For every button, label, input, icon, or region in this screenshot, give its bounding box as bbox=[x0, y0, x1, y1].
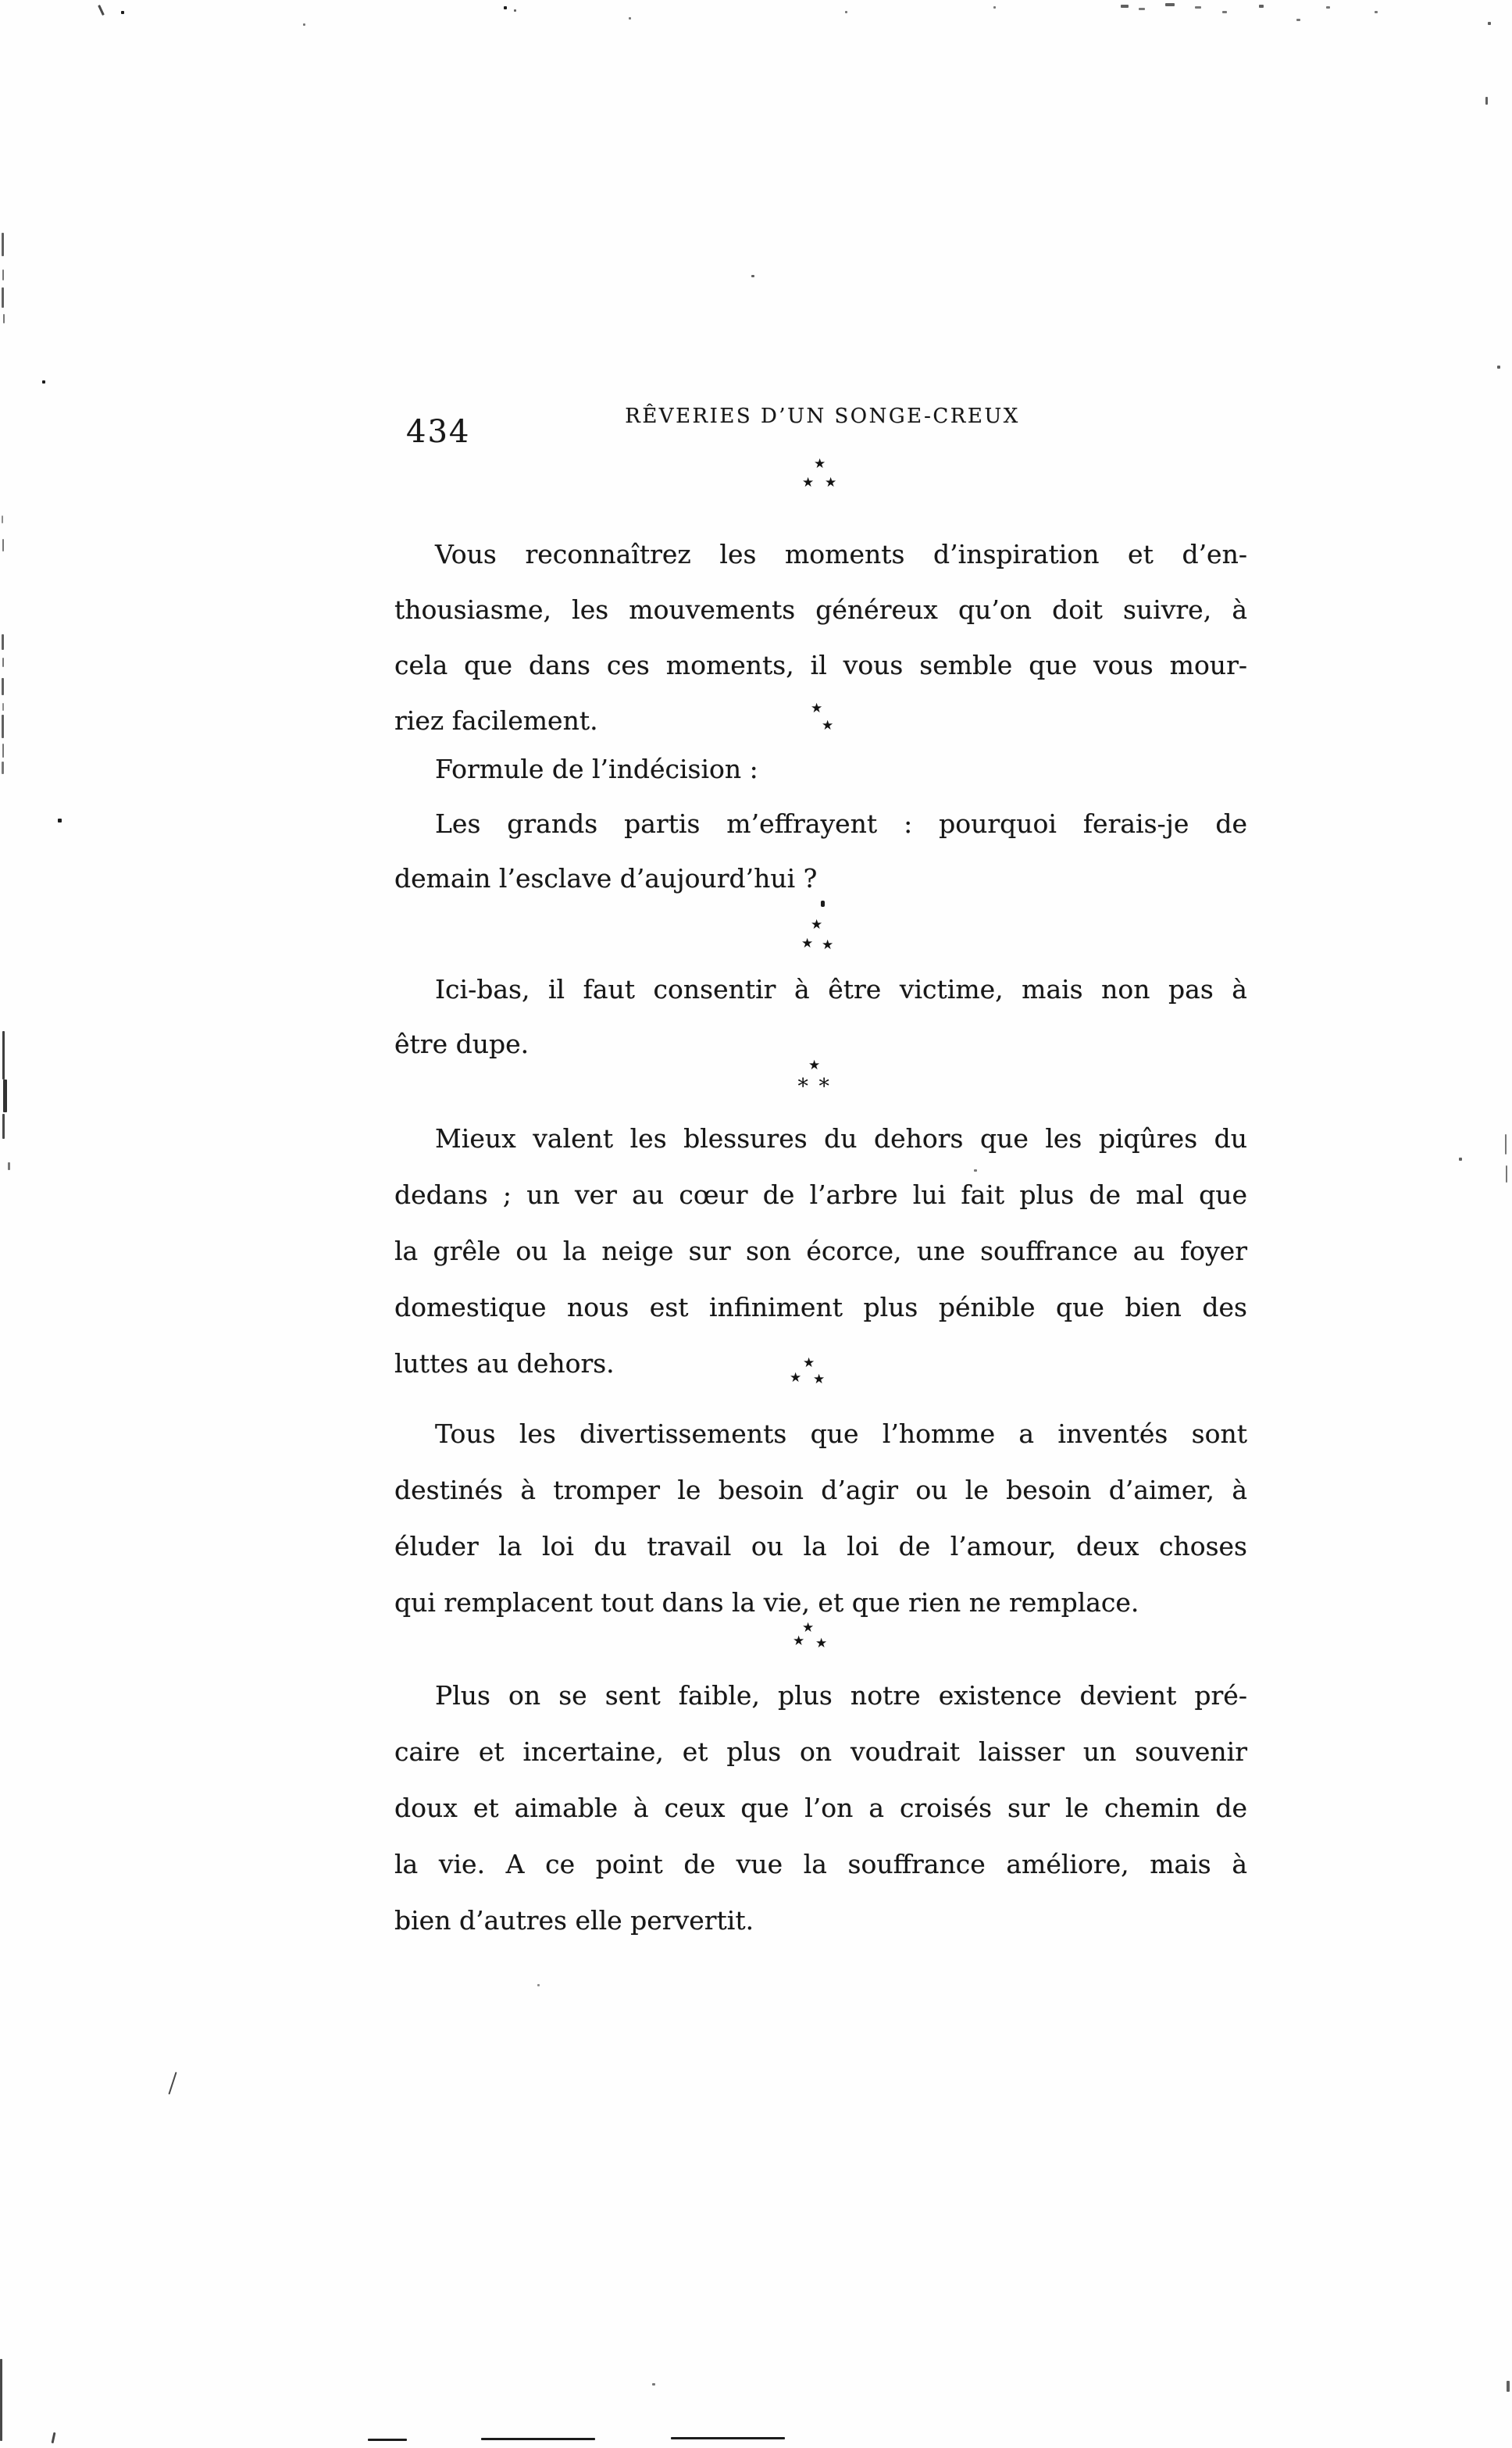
scan-artifact bbox=[1497, 366, 1500, 369]
scan-artifact bbox=[3, 314, 5, 323]
scan-artifact bbox=[1222, 11, 1227, 13]
scan-artifact bbox=[514, 9, 516, 12]
scan-artifact bbox=[2, 634, 4, 650]
scan-artifact bbox=[2, 1114, 5, 1139]
text-line: domestique nous est infiniment plus pénible que bien des bbox=[394, 1292, 1247, 1322]
paragraph bbox=[394, 1111, 1247, 1392]
text-line: demain l’esclave d’aujourd’hui ? bbox=[394, 863, 818, 894]
scan-artifact bbox=[1121, 5, 1129, 8]
asterism-star-icon: ★ bbox=[803, 1355, 815, 1371]
scan-artifact bbox=[0, 2359, 2, 2441]
scan-artifact bbox=[1375, 11, 1378, 13]
scan-artifact bbox=[1507, 2381, 1510, 2392]
text-line: éluder la loi du travail ou la loi de l’amour, deux choses bbox=[394, 1531, 1247, 1561]
text-line: luttes au dehors. bbox=[394, 1348, 615, 1379]
asterism-star-icon: ★ bbox=[790, 1370, 802, 1386]
asterism-star-icon: ★ bbox=[815, 1636, 828, 1651]
scan-artifact bbox=[303, 23, 305, 26]
text-line: la vie. A ce point de vue la souffrance améliore, mais à bbox=[394, 1849, 1247, 1879]
scan-artifact bbox=[1506, 1165, 1507, 1183]
scan-artifact bbox=[481, 2438, 595, 2440]
scan-artifact bbox=[8, 1162, 10, 1170]
text-line: destinés à tromper le besoin d’agir ou le besoin d’aimer, à bbox=[394, 1475, 1247, 1505]
scan-artifact bbox=[98, 5, 105, 16]
scan-artifact bbox=[368, 2439, 407, 2441]
paragraph bbox=[394, 1406, 1247, 1631]
text-line: bien d’autres elle pervertit. bbox=[394, 1905, 754, 1936]
text-line: thousiasme, les mouvements généreux qu’on doit suivre, à bbox=[394, 594, 1247, 625]
asterism-star-icon: ∗ bbox=[796, 1070, 811, 1094]
asterism-star-icon: ★ bbox=[808, 1058, 821, 1073]
asterism-star-icon: ★ bbox=[811, 917, 823, 933]
scan-artifact bbox=[1259, 5, 1264, 8]
asterism-star-icon: ∗ bbox=[817, 1070, 832, 1094]
scan-artifact bbox=[168, 2072, 177, 2094]
text-line: Plus on se sent faible, plus notre existence devient pré- bbox=[435, 1680, 1247, 1711]
scan-artifact bbox=[1165, 3, 1175, 6]
scan-artifact bbox=[751, 275, 754, 277]
scan-artifact bbox=[1488, 22, 1491, 25]
scan-artifact bbox=[42, 380, 45, 384]
scan-artifact bbox=[974, 1169, 977, 1172]
text-line: Mieux valent les blessures du dehors que les piqûres du bbox=[435, 1123, 1247, 1154]
scan-artifact bbox=[2, 233, 4, 256]
scan-artifact bbox=[58, 819, 62, 823]
scan-artifact bbox=[2, 762, 4, 774]
scan-artifact bbox=[2, 287, 4, 308]
scan-artifact bbox=[52, 2432, 56, 2443]
scan-artifact bbox=[2, 269, 4, 280]
text-line: la grêle ou la neige sur son écorce, une souffrance au foyer bbox=[394, 1236, 1247, 1266]
ink-speck bbox=[821, 901, 825, 907]
scan-artifact bbox=[2, 1031, 5, 1079]
paragraph bbox=[394, 1668, 1247, 1949]
scan-artifact bbox=[993, 6, 996, 9]
scan-artifact bbox=[1139, 8, 1145, 10]
scan-artifact bbox=[1326, 6, 1330, 9]
scan-artifact bbox=[2, 715, 4, 738]
text-line: Ici-bas, il faut consentir à être victime, mais non pas à bbox=[435, 974, 1247, 1005]
text-line: caire et incertaine, et plus on voudrait laisser un souvenir bbox=[394, 1736, 1247, 1767]
scan-artifact bbox=[537, 1984, 540, 1986]
scan-artifact bbox=[845, 11, 847, 13]
asterism-star-icon: ★ bbox=[802, 1620, 815, 1636]
scan-artifact bbox=[1459, 1158, 1462, 1161]
text-line: Vous reconnaîtrez les moments d’inspiration et d’en- bbox=[435, 539, 1247, 569]
asterism-star-icon: ★ bbox=[822, 718, 834, 733]
text-line: être dupe. bbox=[394, 1029, 530, 1059]
scan-artifact bbox=[1505, 1134, 1507, 1154]
running-title: RÊVERIES D’UN SONGE-CREUX bbox=[625, 405, 1020, 428]
asterism-star-icon: ★ bbox=[825, 475, 837, 491]
text-line: Les grands partis m’effrayent : pourquoi ferais-je de bbox=[435, 808, 1247, 839]
scan-artifact bbox=[629, 17, 631, 20]
text-line: dedans ; un ver au cœur de l’arbre lui fait plus de mal que bbox=[394, 1179, 1247, 1210]
scan-artifact bbox=[1296, 19, 1300, 21]
text-line: cela que dans ces moments, il vous semble que vous mour- bbox=[394, 650, 1247, 680]
paragraph bbox=[394, 962, 1247, 1072]
scan-artifact bbox=[2, 516, 3, 523]
page-number: 434 bbox=[406, 414, 471, 450]
asterism-star-icon: ★ bbox=[811, 701, 823, 716]
scan-artifact bbox=[2, 658, 4, 667]
scan-artifact bbox=[504, 6, 507, 9]
asterism-star-icon: ★ bbox=[802, 475, 815, 491]
paragraph bbox=[394, 742, 1247, 906]
scan-artifact bbox=[1485, 97, 1488, 105]
asterism-star-icon: ★ bbox=[813, 1372, 826, 1387]
asterism-star-icon: ★ bbox=[822, 937, 834, 953]
scan-artifact bbox=[2, 703, 4, 711]
scan-artifact bbox=[2, 539, 4, 551]
text-line: Formule de l’indécision : bbox=[435, 754, 758, 784]
scan-artifact bbox=[2, 678, 4, 695]
scan-artifact bbox=[121, 11, 124, 14]
scan-artifact bbox=[671, 2437, 785, 2439]
asterism-star-icon: ★ bbox=[801, 936, 814, 951]
text-line: doux et aimable à ceux que l’on a croisés sur le chemin de bbox=[394, 1793, 1247, 1823]
asterism-star-icon: ★ bbox=[814, 456, 826, 472]
scan-artifact bbox=[3, 1079, 7, 1112]
text-line: Tous les divertissements que l’homme a inventés sont bbox=[435, 1418, 1247, 1449]
scan-artifact bbox=[652, 2383, 655, 2386]
scan-artifact bbox=[2, 744, 4, 758]
scan-artifact bbox=[1195, 6, 1201, 9]
text-line: riez facilement. bbox=[394, 705, 598, 736]
asterism-star-icon: ★ bbox=[793, 1633, 805, 1649]
text-line: qui remplacent tout dans la vie, et que rien ne remplace. bbox=[394, 1587, 1139, 1618]
